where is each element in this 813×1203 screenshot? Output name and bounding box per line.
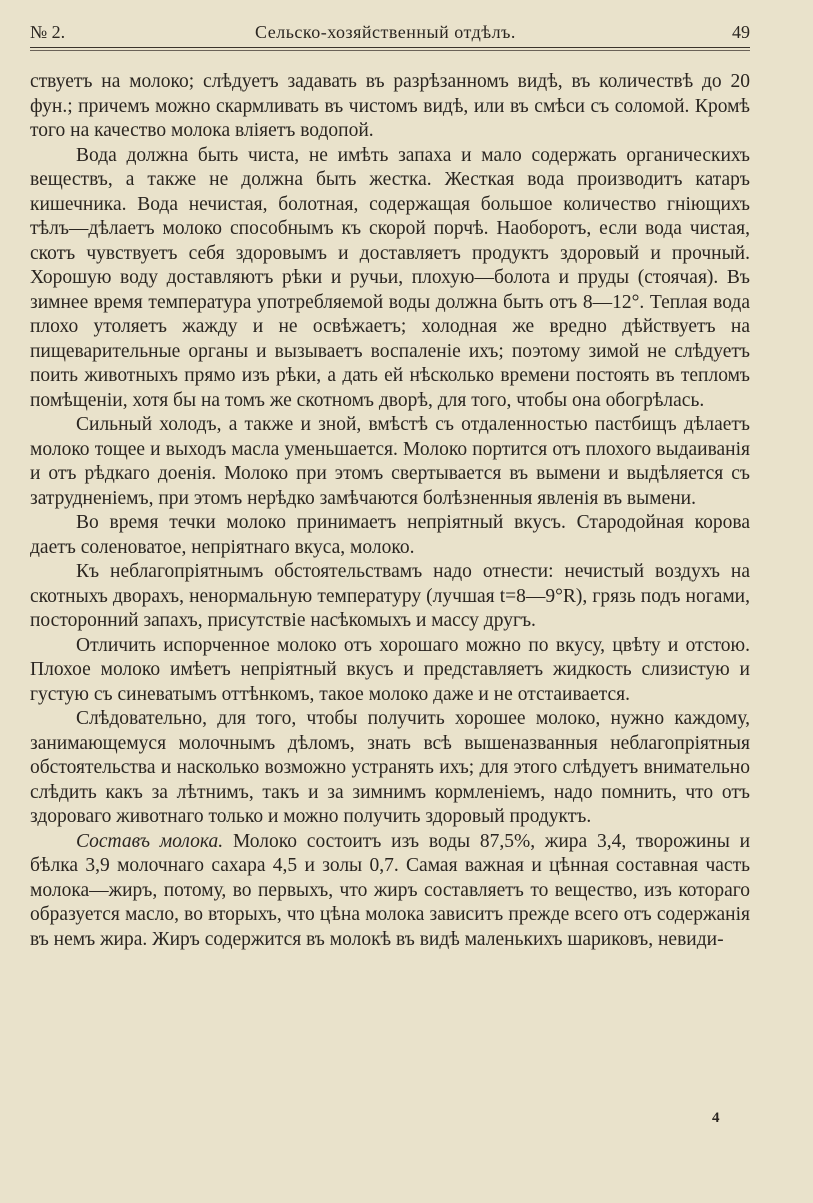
paragraph: Слѣдовательно, для того, чтобы получить хорошее молоко, нужно каждому, занимающемуся молочнымъ дѣломъ, знать всѣ вышеназванныя неблагопрiятныя обстоятельства и насколько возможно устранять ихъ; для этого слѣдуетъ внимательно слѣдить какъ за лѣтнимъ, такъ и за зимнимъ кормленiемъ, надо помнить, что отъ здороваго животнаго только и можно получить здоровый продуктъ. <box>30 708 750 827</box>
section-title: Сельско-хозяйственный отдѣлъ. <box>255 22 516 42</box>
signature-mark: 4 <box>712 1110 720 1126</box>
paragraph: Вода должна быть чиста, не имѣть запаха и мало содержать органическихъ веществъ, а также не должна быть жестка. Жесткая вода производитъ катаръ кишечника. Вода нечистая, болотная, содержащая большое количество гнiющихъ тѣлъ—дѣлаетъ молоко способнымъ къ скорой порчѣ. Наоборотъ, если вода чистая, скотъ чувствуетъ себя здоровымъ и доставляетъ продуктъ здоровый и прочный. Хорошую воду доставляютъ рѣки и ручьи, плохую—болота и пруды (стоячая). Въ зимнее время температура употребляемой воды должна быть отъ 8—12°. Теплая вода плохо утоляетъ жажду и не освѣжаетъ; холодная же вредно дѣйствуетъ на пищеварительные органы и вызываетъ воспаленiе ихъ; поэтому зимой не слѣдуетъ поить животныхъ прямо изъ рѣки, а дать ей нѣсколько времени постоять въ тепломъ помѣщенiи, хотя бы на томъ же скотномъ дворѣ, для того, чтобы она обогрѣлась. <box>30 144 750 411</box>
paragraph: ствуетъ на молоко; слѣдуетъ задавать въ разрѣзанномъ видѣ, въ количествѣ до 20 фун.; причемъ можно скармливать въ чистомъ видѣ, или въ смѣси съ соломой. Кромѣ того на качество молока влiяетъ водопой. <box>30 71 750 141</box>
running-header <box>30 22 750 48</box>
header-rule-thin <box>30 50 750 51</box>
body-text <box>30 70 750 952</box>
paragraph: Во время течки молоко принимаетъ непрiятный вкусъ. Стародойная корова даетъ соленоватое, непрiятнаго вкуса, молоко. <box>30 512 750 558</box>
header-rule <box>30 47 750 48</box>
paragraph-text: Молоко состоитъ изъ воды 87,5%, жира 3,4, творожины и бѣлка 3,9 молочнаго сахара 4,5 и золы 0,7. Самая важная и цѣнная составная часть молока—жиръ, потому, во первыхъ, что жиръ составляетъ то вещество, изъ котораго образуется масло, во вторыхъ, что цѣна молока зависитъ прежде всего отъ содержанiя въ немъ жира. Жиръ содержится въ молокѣ въ видѣ маленькихъ шариковъ, невиди- <box>30 830 751 950</box>
paragraph: Отличить испорченное молоко отъ хорошаго можно по вкусу, цвѣту и отстою. Плохое молоко имѣетъ непрiятный вкусъ и представляетъ жидкость слизистую и густую съ синеватымъ оттѣнкомъ, такое молоко даже и не отстаивается. <box>30 634 750 705</box>
paragraph: Сильный холодъ, а также и зной, вмѣстѣ съ отдаленностью пастбищъ дѣлаетъ молоко тощее и выходъ масла уменьшается. Молоко портится отъ плохого выдаиванiя и отъ рѣдкаго доенiя. Молоко при этомъ свертывается въ вымени и выдѣляется съ затрудненiемъ, при этомъ нерѣдко замѣчаются болѣзненныя явленiя въ вымени. <box>30 414 750 509</box>
page-number: 49 <box>732 22 750 42</box>
section-heading: Составъ молока. <box>76 830 224 852</box>
paragraph: Къ неблагопрiятнымъ обстоятельствамъ надо отнести: нечистый воздухъ на скотныхъ дворахъ, ненормальную температуру (лучшая t=8—9°R), грязь подъ ногами, посторонний запахъ, присутствiе насѣкомыхъ и массу другъ. <box>30 561 750 631</box>
paragraph <box>30 830 750 953</box>
issue-number: № 2. <box>30 22 66 42</box>
